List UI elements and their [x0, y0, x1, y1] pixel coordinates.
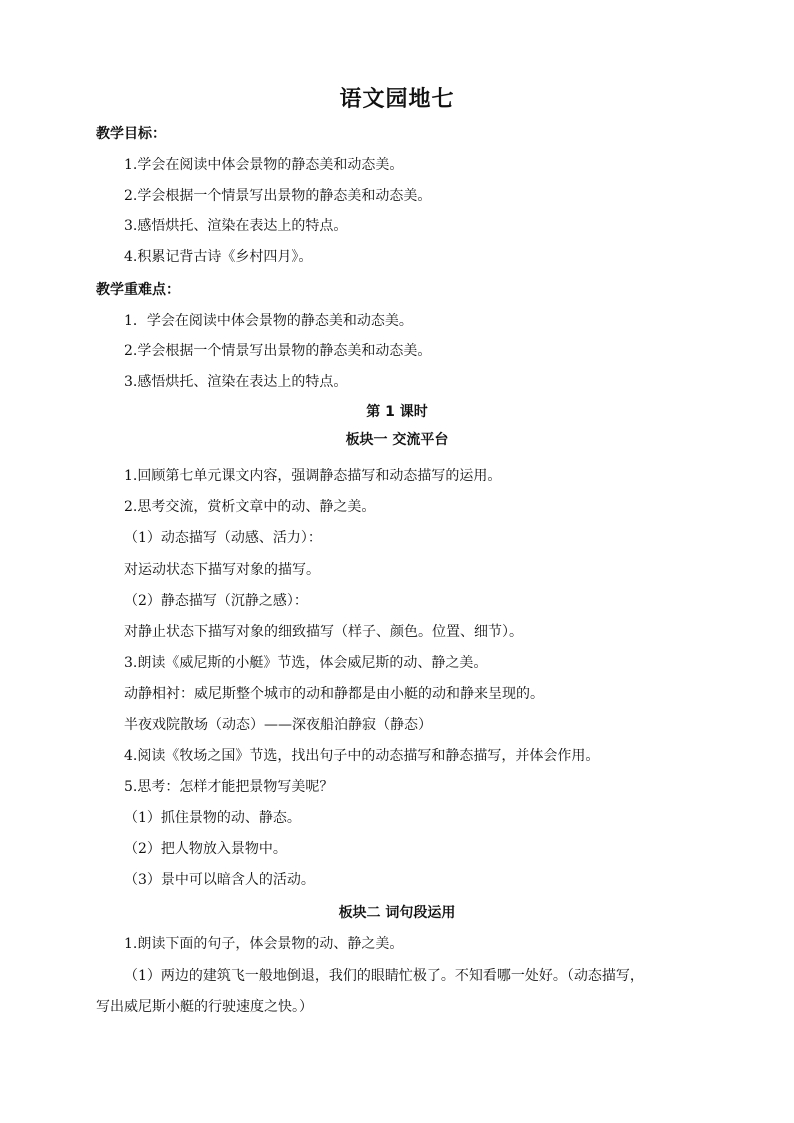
key-points-heading: 教学重难点： [96, 282, 180, 298]
section-1-line: 动静相衬：威尼斯整个城市的动和静都是由小艇的动和静来呈现的。 [124, 686, 544, 702]
section-1-line: 半夜戏院散场（动态）——深夜船泊静寂（静态） [124, 717, 432, 733]
section-1-line: 5.思考：怎样才能把景物写美呢？ [124, 779, 334, 795]
goals-heading: 教学目标： [96, 126, 166, 142]
key-point-item: 3.感悟烘托、渲染在表达上的特点。 [124, 374, 348, 390]
section-2-line: 1.朗读下面的句子，体会景物的动、静之美。 [124, 936, 404, 952]
goal-item: 4.积累记背古诗《乡村四月》。 [124, 249, 313, 265]
section-1-line: （1）动态描写（动感、活力）： [124, 530, 322, 546]
section-1-line: 对静止状态下描写对象的细致描写（样子、颜色。位置、细节）。 [124, 624, 523, 640]
section-1-line: 对运动状态下描写对象的描写。 [124, 562, 320, 578]
section-1-line: 2.思考交流，赏析文章中的动、静之美。 [124, 499, 376, 515]
section-1-line: （3）景中可以暗含人的活动。 [124, 872, 315, 888]
goal-item: 2.学会根据一个情景写出景物的静态美和动态美。 [124, 188, 432, 204]
goal-item: 1.学会在阅读中体会景物的静态美和动态美。 [124, 157, 404, 173]
key-point-item: 1．学会在阅读中体会景物的静态美和动态美。 [124, 313, 413, 329]
section-2-line: 写出威尼斯小艇的行驶速度之快。） [96, 999, 313, 1015]
section-1-line: 1.回顾第七单元课文内容，强调静态描写和动态描写的运用。 [124, 468, 502, 484]
section-1-line: 3.朗读《威尼斯的小艇》节选，体会威尼斯的动、静之美。 [124, 655, 488, 671]
key-point-item: 2.学会根据一个情景写出景物的静态美和动态美。 [124, 343, 432, 359]
document-title: 语文园地七 [339, 87, 455, 112]
section-1-line: （1）抓住景物的动、静态。 [124, 810, 301, 826]
goal-item: 3.感悟烘托、渲染在表达上的特点。 [124, 218, 348, 234]
lesson-title: 第 1 课时 [366, 404, 428, 420]
section-1-line: （2）静态描写（沉静之感）： [124, 593, 308, 609]
section-2-title: 板块二 词句段运用 [338, 905, 456, 921]
section-1-line: （2）把人物放入景物中。 [124, 841, 287, 857]
section-2-line: （1）两边的建筑飞一般地倒退，我们的眼睛忙极了。不知看哪一处好。（动态描写， [124, 968, 644, 984]
section-1-line: 4.阅读《牧场之国》节选，找出句子中的动态描写和静态描写，并体会作用。 [124, 748, 600, 764]
section-1-title: 板块一 交流平台 [345, 432, 449, 448]
